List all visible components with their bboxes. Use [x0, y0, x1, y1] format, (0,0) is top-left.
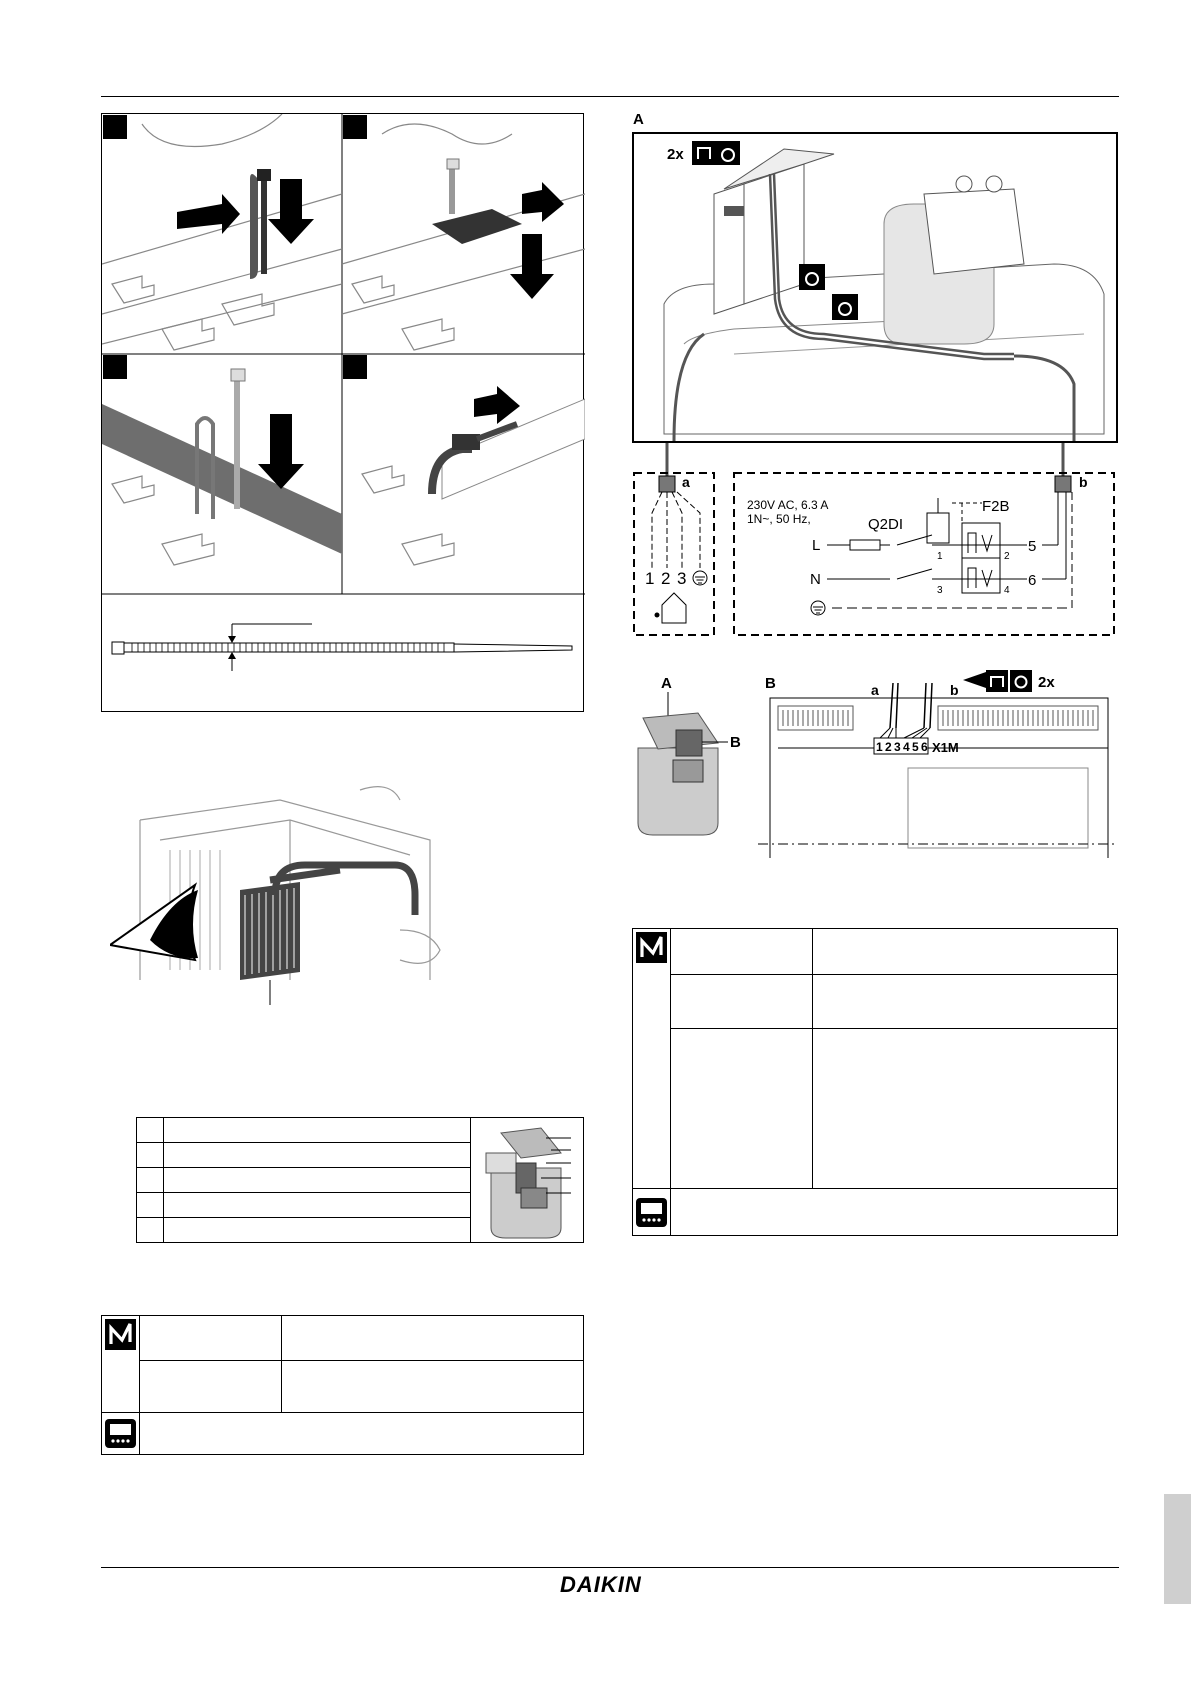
clamp-icon: [799, 264, 825, 290]
supply-line-1: 230V AC, 6.3 A: [747, 498, 829, 512]
cable-tie-icon: [986, 670, 1008, 692]
view-direction-drawing: [110, 780, 470, 1010]
terminal-fig-label-b-small: b: [950, 682, 959, 698]
x1m-terminal-2: 2: [885, 740, 892, 754]
phase-n-label: N: [810, 571, 821, 588]
terminal-figure: [628, 668, 1118, 858]
phase-l-label: L: [812, 537, 821, 554]
user-interface-icon-cell: [633, 1189, 671, 1236]
terminal-1: 1: [645, 569, 655, 588]
view-direction-figure: [110, 780, 470, 1010]
installer-icon-cell: [633, 929, 671, 1189]
table-row: [137, 1143, 164, 1168]
x1m-terminal-4: 4: [903, 740, 910, 754]
clamp-icon: [1010, 670, 1032, 692]
output-5: 5: [1028, 538, 1037, 555]
installer-icon: [102, 1316, 139, 1353]
header-rule: [101, 96, 1119, 97]
fuse-label: F2B: [982, 498, 1010, 515]
terminal-block-label: X1M: [932, 740, 959, 755]
house-icon: [662, 593, 686, 623]
terminal-fig-label-b-left: B: [730, 734, 741, 751]
installer-icon-cell: [102, 1316, 140, 1413]
pin-3: 3: [937, 585, 943, 596]
user-interface-icon-cell: [102, 1413, 140, 1455]
x1m-terminal-3: 3: [894, 740, 901, 754]
terminal-drawing: [628, 668, 1118, 858]
terminal-2: 2: [661, 569, 671, 588]
pin-1: 1: [937, 551, 943, 562]
terminal-fig-label-a-small: a: [871, 682, 879, 698]
component-table: [136, 1117, 584, 1243]
figure-label-a: A: [633, 111, 644, 128]
arrow-left-icon: [177, 194, 240, 234]
output-6: 6: [1028, 572, 1037, 589]
settings-table-left: [101, 1315, 584, 1455]
footer-rule: [101, 1567, 1119, 1568]
step-2-marker: [343, 115, 367, 139]
settings-table-right: [632, 928, 1118, 1236]
user-interface-icon: [633, 1194, 670, 1231]
arrow-right-icon: [522, 182, 564, 222]
wire-label-a: a: [682, 474, 690, 490]
terminal-fig-label-b: B: [765, 675, 776, 692]
component-drawing: [471, 1118, 583, 1242]
step-1-marker: [103, 115, 127, 139]
terminal-fig-label-a: A: [661, 675, 672, 692]
wiring-drawing: [632, 443, 1122, 643]
installer-icon: [633, 929, 670, 966]
breaker-label: Q2DI: [868, 516, 904, 533]
clamp-icon: [832, 294, 858, 320]
pin-2: 2: [1004, 551, 1010, 562]
table-row: [137, 1118, 164, 1143]
step-3-marker: [103, 355, 127, 379]
arrow-down-icon: [510, 234, 554, 299]
cable-tie-steps-drawing: [102, 114, 585, 713]
wire-label-b: b: [1079, 474, 1088, 490]
callout-count: 2x: [667, 146, 684, 163]
unit-overview-figure: [632, 132, 1118, 443]
x1m-terminal-5: 5: [912, 740, 919, 754]
arrow-down-icon: [258, 414, 304, 489]
cable-tie-icon: [692, 141, 716, 165]
arrow-right-icon: [474, 386, 520, 424]
terminal-3: 3: [677, 569, 687, 588]
component-drawing-cell: [470, 1118, 583, 1243]
terminal-callout-count: 2x: [1038, 674, 1055, 691]
step-4-marker: [343, 355, 367, 379]
pin-4: 4: [1004, 585, 1010, 596]
wiring-diagram: [632, 443, 1122, 643]
user-interface-icon: [102, 1415, 139, 1452]
unit-overview-drawing: [634, 134, 1116, 441]
brand-logo: DAIKIN: [560, 1572, 642, 1597]
x1m-terminal-1: 1: [876, 740, 883, 754]
table-row: [137, 1218, 164, 1243]
chapter-tab: [1164, 1494, 1191, 1604]
arrow-down-icon: [268, 179, 314, 244]
pipe-band: [102, 404, 342, 554]
supply-line-2: 1N~, 50 Hz,: [747, 512, 811, 526]
cable-tie-steps-figure: [101, 113, 584, 712]
table-row: [137, 1168, 164, 1193]
x1m-terminal-6: 6: [921, 740, 928, 754]
table-row: [137, 1193, 164, 1218]
